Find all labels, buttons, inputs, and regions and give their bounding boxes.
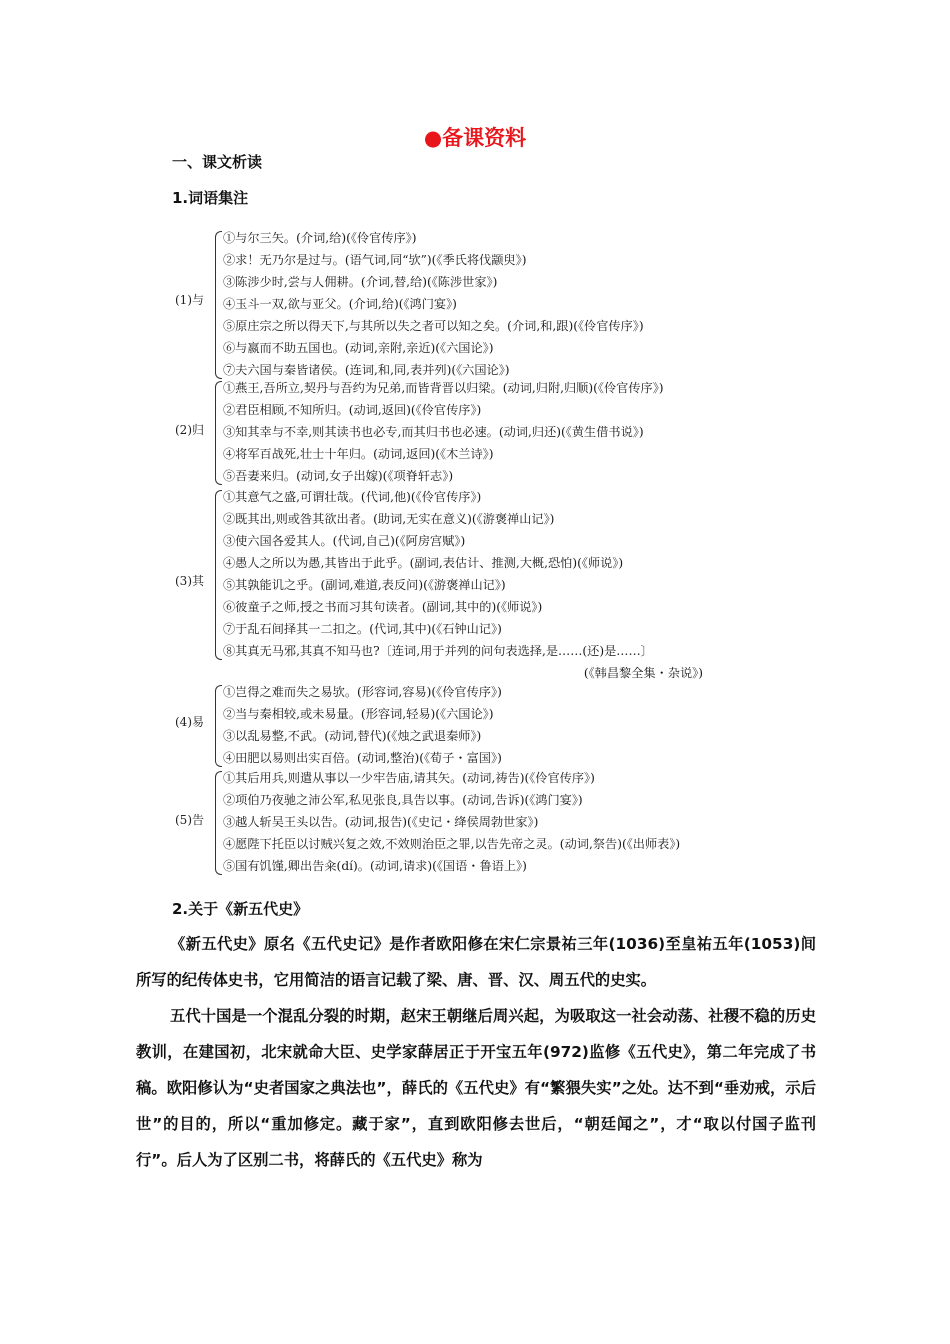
- paragraph: 五代十国是一个混乱分裂的时期，赵宋王朝继后周兴起，为吸取这一社会动荡、社稷不稳的历史教训，在建国初，北宋就命大臣、史学家薛居正于开宝五年(972)监修《五代史》，第二年完成了书稿。欧阳修认为“史者国家之典法也”，薛氏的《五代史》有“繁猥失实”之处。达不到“垂劝戒，示后世”的目的，所以“重加修定。藏于家”，直到欧阳修去世后，“朝廷闻之”，才“取以付国子监刊行”。后人为了区别二书，将薛氏的《五代史》称为: [136, 1007, 816, 1169]
- brace: [215, 381, 222, 485]
- body-text: [136, 926, 816, 1178]
- example-line: ③陈涉少时,尝与人佣耕。(介词,替,给)(《陈涉世家》): [223, 275, 498, 289]
- example-line: ②既其出,则或咎其欲出者。(助词,无实在意义)(《游褒禅山记》): [223, 512, 555, 526]
- example-line: ①其意气之盛,可谓壮哉。(代词,他)(《伶官传序》): [223, 490, 482, 504]
- example-line: ③使六国各爱其人。(代词,自己)(《阿房宫赋》): [223, 534, 466, 548]
- paragraph: 《新五代史》原名《五代史记》是作者欧阳修在宋仁宗景祐三年(1036)至皇祐五年(1053)间所写的纪传体史书，它用简洁的语言记载了梁、唐、晋、汉、周五代的史实。: [136, 935, 816, 989]
- group-label: (1)与: [175, 293, 204, 307]
- example-line: ③越人斩吴王头以告。(动词,报告)(《史记・绛侯周勃世家》): [223, 815, 539, 829]
- example-line: ④将军百战死,壮士十年归。(动词,返回)(《木兰诗》): [223, 447, 494, 461]
- subsection-heading-2: 2.关于《新五代史》: [172, 900, 309, 918]
- group-label: (2)归: [175, 423, 204, 437]
- brace: [215, 771, 222, 875]
- example-line: ⑧其真无马邪,其真不知马也?〔连词,用于并列的问句表选择,是……(还)是……〕: [223, 644, 653, 658]
- example-line: ①燕王,吾所立,契丹与吾约为兄弟,而皆背晋以归梁。(动词,归附,归顺)(《伶官传序》): [223, 381, 664, 395]
- example-line: ②当与秦相较,或未易量。(形容词,轻易)(《六国论》): [223, 707, 494, 721]
- brace: [215, 490, 222, 660]
- brace: [215, 685, 222, 767]
- example-line: ⑤吾妻来归。(动词,女子出嫁)(《项脊轩志》): [223, 469, 454, 483]
- example-line: ⑦夫六国与秦皆诸侯。(连词,和,同,表并列)(《六国论》): [223, 363, 510, 377]
- group-label: (5)告: [175, 813, 204, 827]
- example-line: ③以乱易整,不武。(动词,替代)(《烛之武退秦师》): [223, 729, 482, 743]
- example-line: ①与尔三矢。(介词,给)(《伶官传序》): [223, 231, 417, 245]
- example-line: ②求！无乃尔是过与。(语气词,同“欤”)(《季氏将伐颛臾》): [223, 253, 527, 267]
- example-line: ⑤原庄宗之所以得天下,与其所以失之者可以知之矣。(介词,和,跟)(《伶官传序》): [223, 319, 644, 333]
- group-label: (4)易: [175, 715, 204, 729]
- example-source-line: (《韩昌黎全集・杂说》): [583, 666, 703, 680]
- example-line: ②君臣相顾,不知所归。(动词,返回)(《伶官传序》): [223, 403, 482, 417]
- example-line: ④田肥以易则出实百倍。(动词,整治)(《荀子・富国》): [223, 751, 502, 765]
- example-line: ①岂得之难而失之易欤。(形容词,容易)(《伶官传序》): [223, 685, 502, 699]
- group-label: (3)其: [175, 574, 204, 588]
- example-line: ④愚人之所以为愚,其皆出于此乎。(副词,表估计、推测,大概,恐怕)(《师说》): [223, 556, 624, 570]
- example-line: ⑤国有饥馑,卿出告籴(dí)。(动词,请求)(《国语・鲁语上》): [223, 859, 527, 873]
- example-line: ④愿陛下托臣以讨贼兴复之效,不效则治臣之罪,以告先帝之灵。(动词,祭告)(《出师表》): [223, 837, 681, 851]
- brace: [215, 231, 222, 379]
- example-line: ③知其幸与不幸,则其读书也必专,而其归书也必速。(动词,归还)(《黄生借书说》): [223, 425, 644, 439]
- example-line: ⑤其孰能讥之乎。(副词,难道,表反问)(《游褒禅山记》): [223, 578, 506, 592]
- subsection-heading-1: 1.词语集注: [172, 189, 249, 207]
- example-line: ⑥与嬴而不助五国也。(动词,亲附,亲近)(《六国论》): [223, 341, 494, 355]
- example-line: ⑦于乱石间择其一二扣之。(代词,其中)(《石钟山记》): [223, 622, 502, 636]
- example-line: ⑥彼童子之师,授之书而习其句读者。(副词,其中的)(《师说》): [223, 600, 543, 614]
- example-line: ①其后用兵,则遣从事以一少牢告庙,请其矢。(动词,祷告)(《伶官传序》): [223, 771, 595, 785]
- example-line: ②项伯乃夜驰之沛公军,私见张良,具告以事。(动词,告诉)(《鸿门宴》): [223, 793, 583, 807]
- section-heading-1: 一、课文析读: [172, 153, 263, 171]
- example-line: ④玉斗一双,欲与亚父。(介词,给)(《鸿门宴》): [223, 297, 457, 311]
- page-title: ●备课资料: [423, 126, 527, 150]
